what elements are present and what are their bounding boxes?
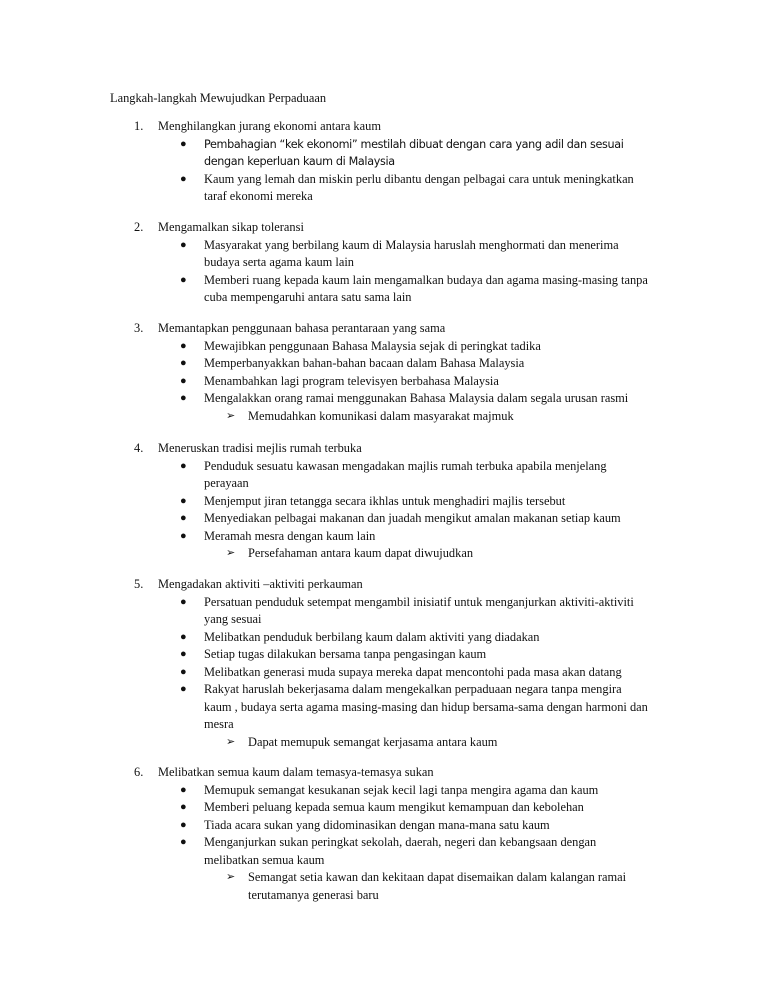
bullet-text: Persatuan penduduk setempat mengambil inisiatif untuk menganjurkan aktiviti-aktiviti yang sesuai — [204, 594, 634, 626]
bullet-text: Memberi peluang kepada semua kaum mengikut kemampuan dan kebolehan — [204, 800, 584, 814]
bullet-icon: ● — [180, 683, 187, 695]
list-item — [0, 817, 644, 835]
bullet-text: Menyediakan pelbagai makanan dan juadah mengikut amalan makanan setiap kaum — [204, 511, 621, 525]
list-item — [0, 510, 652, 528]
list-item — [0, 799, 644, 817]
section-title: Mengadakan aktiviti –aktiviti perkauman — [158, 577, 363, 591]
bullet-icon: ● — [180, 273, 187, 286]
bullet-text: Tiada acara sukan yang didominasikan dengan mana-mana satu kaum — [204, 817, 550, 832]
list-item — [0, 338, 652, 356]
bullet-list — [0, 782, 768, 870]
bullet-icon: ● — [180, 630, 187, 643]
bullet-text: Pembahagian “kek ekonomi” mestilah dibuat dengan cara yang adil dan sesuai dengan keperluan kaum di Malaysia — [204, 137, 624, 168]
list-item — [0, 528, 652, 546]
bullet-text: Menambahkan lagi program televisyen berbahasa Malaysia — [204, 373, 499, 388]
arrow-right-icon: ➢ — [226, 547, 236, 559]
bullet-text: Memperbanyakkan bahan-bahan bacaan dalam Bahasa Malaysia — [204, 356, 525, 370]
bullet-text: Setiap tugas dilakukan bersama tanpa pengasingan kaum — [204, 647, 487, 661]
outcome-item — [0, 869, 648, 904]
list-item — [0, 237, 652, 272]
section-heading — [0, 118, 768, 136]
section-heading — [0, 219, 768, 237]
bullet-icon: ● — [180, 459, 187, 472]
section-2 — [0, 219, 768, 307]
list-item — [0, 594, 652, 629]
bullet-text: Penduduk sesuatu kawasan mengadakan majlis rumah terbuka apabila menjelang perayaan — [204, 458, 607, 490]
section-3 — [0, 320, 768, 425]
section-number: 2. — [134, 220, 144, 234]
bullet-text: Melibatkan generasi muda supaya mereka dapat mencontohi pada masa akan datang — [204, 664, 622, 679]
bullet-text: Melibatkan penduduk berbilang kaum dalam aktiviti yang diadakan — [204, 629, 540, 644]
section-number: 3. — [134, 321, 144, 335]
section-title: Mengamalkan sikap toleransi — [158, 220, 304, 234]
bullet-icon: ● — [180, 648, 187, 660]
bullet-icon: ● — [180, 529, 187, 542]
list-item — [0, 782, 644, 800]
bullet-list — [0, 594, 768, 734]
bullet-text: Memupuk semangat kesukanan sejak kecil lagi tanpa mengira agama dan kaum — [204, 782, 599, 797]
bullet-icon: ● — [180, 357, 187, 369]
bullet-icon: ● — [180, 137, 187, 150]
section-heading — [0, 440, 768, 458]
outcome-text: Dapat memupuk semangat kerjasama antara kaum — [248, 734, 498, 749]
arrow-right-icon: ➢ — [226, 409, 236, 422]
section-heading — [0, 764, 768, 782]
outcome-item — [0, 408, 648, 426]
document-title: Langkah-langkah Mewujudkan Perpaduaan — [110, 91, 327, 105]
section-title: Melibatkan semua kaum dalam temasya-temasya sukan — [158, 765, 434, 779]
list-item — [0, 681, 652, 734]
section-4 — [0, 440, 768, 563]
bullet-text: Masyarakat yang berbilang kaum di Malaysia haruslah menghormati dan menerima budaya serta agama kaum lain — [204, 237, 619, 269]
bullet-icon: ● — [180, 665, 187, 678]
arrow-right-icon: ➢ — [226, 735, 236, 748]
list-item — [0, 390, 652, 408]
list-item — [0, 629, 652, 647]
bullet-icon: ● — [180, 512, 187, 524]
bullet-icon: ● — [180, 392, 187, 404]
bullet-text: Mewajibkan penggunaan Bahasa Malaysia sejak di peringkat tadika — [204, 338, 541, 353]
outcome-text: Persefahaman antara kaum dapat diwujudkan — [248, 546, 474, 560]
bullet-icon: ● — [180, 494, 187, 507]
bullet-icon: ● — [180, 818, 187, 831]
outcome-item — [0, 734, 648, 752]
list-item — [0, 834, 644, 869]
section-number: 5. — [134, 577, 144, 591]
section-title: Menghilangkan jurang ekonomi antara kaum — [158, 119, 381, 133]
section-6 — [0, 764, 768, 904]
bullet-icon: ● — [180, 339, 187, 352]
section-number: 6. — [134, 765, 144, 779]
section-title: Meneruskan tradisi mejlis rumah terbuka — [158, 441, 362, 455]
section-heading — [0, 576, 768, 594]
bullet-text: Menganjurkan sukan peringkat sekolah, daerah, negeri dan kebangsaan dengan melibatkan semua kaum — [204, 835, 597, 867]
bullet-icon: ● — [180, 801, 187, 813]
list-item — [0, 458, 652, 493]
list-item — [0, 493, 652, 511]
section-5 — [0, 576, 768, 751]
bullet-list — [0, 338, 768, 408]
bullet-text: Rakyat haruslah bekerjasama dalam mengekalkan perpaduaan negara tanpa mengira kaum , budaya serta agama masing-masing dan hidup bersama-sama dengan harmoni dan mesra — [204, 682, 648, 731]
list-item — [0, 664, 652, 682]
bullet-icon: ● — [180, 836, 187, 848]
bullet-list — [0, 237, 768, 307]
bullet-list — [0, 136, 768, 206]
bullet-text: Kaum yang lemah dan miskin perlu dibantu dengan pelbagai cara untuk meningkatkan taraf ekonomi mereka — [204, 171, 634, 203]
list-item — [0, 355, 652, 373]
bullet-text: Menjemput jiran tetangga secara ikhlas untuk menghadiri majlis tersebut — [204, 493, 566, 508]
list-item — [0, 171, 652, 206]
section-1 — [0, 118, 768, 206]
section-title: Memantapkan penggunaan bahasa perantaraan yang sama — [158, 321, 446, 335]
list-item — [0, 272, 652, 307]
outcome-text: Semangat setia kawan dan kekitaan dapat disemaikan dalam kalangan ramai terutamanya generasi baru — [248, 870, 627, 902]
bullet-icon: ● — [180, 238, 187, 251]
section-number: 1. — [134, 119, 144, 133]
bullet-icon: ● — [180, 374, 187, 387]
section-heading — [0, 320, 768, 338]
bullet-text: Meramah mesra dengan kaum lain — [204, 528, 376, 543]
bullet-icon: ● — [180, 595, 187, 608]
section-number: 4. — [134, 441, 144, 455]
list-item — [0, 136, 652, 171]
outcome-item — [0, 545, 648, 563]
list-item — [0, 646, 652, 664]
bullet-text: Memberi ruang kepada kaum lain mengamalkan budaya dan agama masing-masing tanpa cuba mempengaruhi antara satu sama lain — [204, 272, 648, 304]
list-item — [0, 373, 652, 391]
bullet-list — [0, 458, 768, 546]
arrow-right-icon: ➢ — [226, 871, 236, 883]
bullet-text: Mengalakkan orang ramai menggunakan Bahasa Malaysia dalam segala urusan rasmi — [204, 391, 629, 405]
bullet-icon: ● — [180, 172, 187, 185]
outcome-text: Memudahkan komunikasi dalam masyarakat majmuk — [248, 408, 514, 423]
bullet-icon: ● — [180, 783, 187, 796]
